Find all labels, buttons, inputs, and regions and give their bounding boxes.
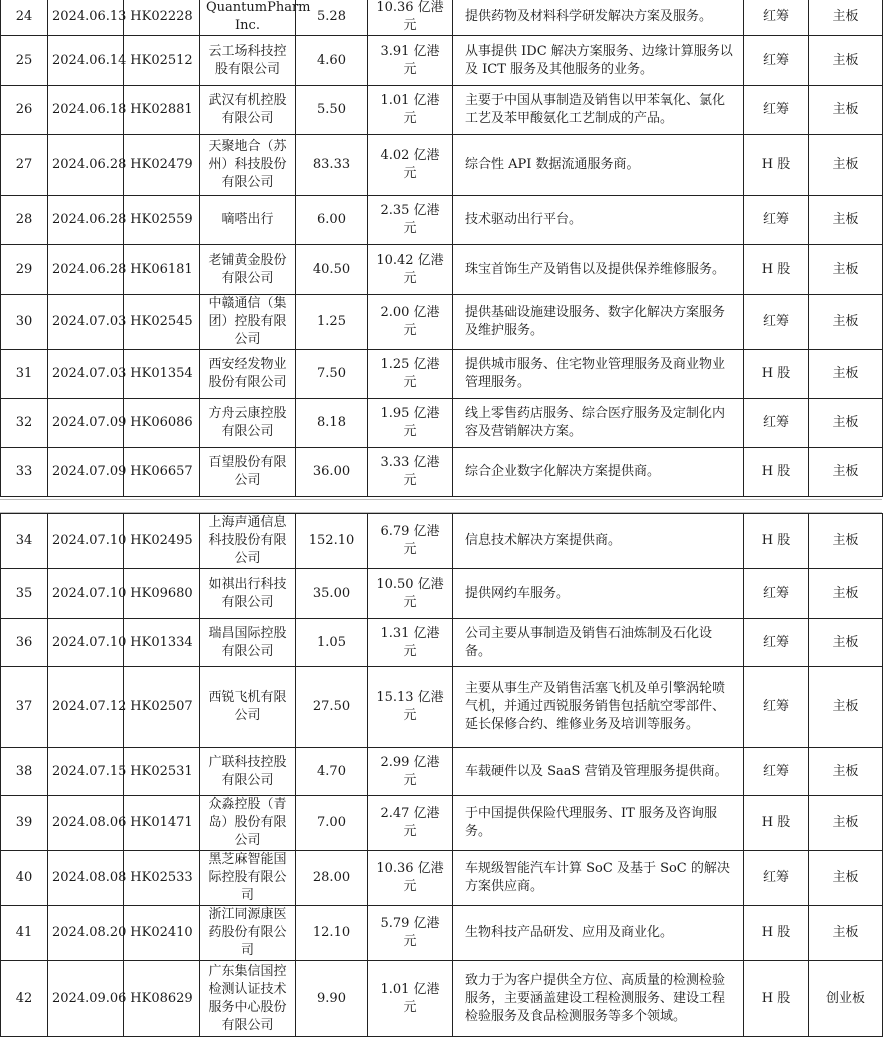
row-number-cell: 29 xyxy=(1,245,48,295)
board-cell: 主板 xyxy=(809,748,883,796)
stock-code-cell: HK02881 xyxy=(124,86,200,135)
listing-date-cell: 2024.09.06 xyxy=(48,961,124,1037)
fundraising-cell: 1.31 亿港元 xyxy=(368,619,453,667)
stock-code-cell: HK02507 xyxy=(124,667,200,748)
stock-code-cell: HK01354 xyxy=(124,350,200,399)
table-row xyxy=(1,135,883,196)
listing-date-cell: 2024.07.15 xyxy=(48,748,124,796)
share-type-cell: H 股 xyxy=(744,350,809,399)
page-break xyxy=(0,499,882,513)
stock-code-cell: HK02410 xyxy=(124,906,200,961)
offer-price-cell: 4.70 xyxy=(296,748,368,796)
share-type-cell: 红筹 xyxy=(744,851,809,906)
stock-code-cell: HK06657 xyxy=(124,448,200,497)
offer-price-cell: 6.00 xyxy=(296,196,368,245)
business-description-cell: 于中国提供保险代理服务、IT 服务及咨询服务。 xyxy=(453,796,744,851)
business-description-cell: 从事提供 IDC 解决方案服务、边缘计算服务以及 ICT 服务及其他服务的业务。 xyxy=(453,36,744,86)
offer-price-cell: 36.00 xyxy=(296,448,368,497)
stock-code-cell: HK01471 xyxy=(124,796,200,851)
business-description-cell: 主要从事生产及销售活塞飞机及单引擎涡轮喷气机，并通过西锐服务销售包括航空零部件、延长保修合约、维修业务及培训等服务。 xyxy=(453,667,744,748)
share-type-cell: 红筹 xyxy=(744,569,809,619)
listing-date-cell: 2024.06.28 xyxy=(48,196,124,245)
company-name-cell: QuantumPharm Inc. xyxy=(200,0,296,36)
offer-price-cell: 12.10 xyxy=(296,906,368,961)
board-cell: 主板 xyxy=(809,569,883,619)
listing-date-cell: 2024.08.08 xyxy=(48,851,124,906)
share-type-cell: H 股 xyxy=(744,796,809,851)
fundraising-cell: 1.01 亿港元 xyxy=(368,86,453,135)
offer-price-cell: 152.10 xyxy=(296,514,368,569)
share-type-cell: 红筹 xyxy=(744,295,809,350)
offer-price-cell: 5.50 xyxy=(296,86,368,135)
offer-price-cell: 7.50 xyxy=(296,350,368,399)
listing-date-cell: 2024.07.03 xyxy=(48,350,124,399)
board-cell: 主板 xyxy=(809,448,883,497)
listing-date-cell: 2024.06.28 xyxy=(48,135,124,196)
row-number-cell: 24 xyxy=(1,0,48,36)
table-row xyxy=(1,961,883,1037)
board-cell: 主板 xyxy=(809,86,883,135)
company-name-cell: 嘀嗒出行 xyxy=(200,196,296,245)
company-name-cell: 上海声通信息科技股份有限公司 xyxy=(200,514,296,569)
company-name-cell: 云工场科技控股有限公司 xyxy=(200,36,296,86)
table-row xyxy=(1,619,883,667)
table-row xyxy=(1,399,883,448)
row-number-cell: 38 xyxy=(1,748,48,796)
board-cell: 创业板 xyxy=(809,961,883,1037)
business-description-cell: 致力于为客户提供全方位、高质量的检测检验服务，主要涵盖建设工程检测服务、建设工程检验服务及食品检测服务等多个领域。 xyxy=(453,961,744,1037)
stock-code-cell: HK02545 xyxy=(124,295,200,350)
table-row xyxy=(1,748,883,796)
table-row xyxy=(1,569,883,619)
fundraising-cell: 2.99 亿港元 xyxy=(368,748,453,796)
board-cell: 主板 xyxy=(809,851,883,906)
row-number-cell: 32 xyxy=(1,399,48,448)
table-row xyxy=(1,86,883,135)
business-description-cell: 技术驱动出行平台。 xyxy=(453,196,744,245)
company-name-cell: 广联科技控股有限公司 xyxy=(200,748,296,796)
table-row xyxy=(1,350,883,399)
row-number-cell: 28 xyxy=(1,196,48,245)
stock-code-cell: HK02479 xyxy=(124,135,200,196)
company-name-cell: 方舟云康控股有限公司 xyxy=(200,399,296,448)
board-cell: 主板 xyxy=(809,135,883,196)
business-description-cell: 线上零售药店服务、综合医疗服务及定制化内容及营销解决方案。 xyxy=(453,399,744,448)
company-name-cell: 瑞昌国际控股有限公司 xyxy=(200,619,296,667)
fundraising-cell: 1.95 亿港元 xyxy=(368,399,453,448)
share-type-cell: H 股 xyxy=(744,514,809,569)
offer-price-cell: 28.00 xyxy=(296,851,368,906)
table-row xyxy=(1,906,883,961)
company-name-cell: 百望股份有限公司 xyxy=(200,448,296,497)
row-number-cell: 26 xyxy=(1,86,48,135)
stock-code-cell: HK02512 xyxy=(124,36,200,86)
fundraising-cell: 3.91 亿港元 xyxy=(368,36,453,86)
row-number-cell: 41 xyxy=(1,906,48,961)
share-type-cell: 红筹 xyxy=(744,0,809,36)
offer-price-cell: 7.00 xyxy=(296,796,368,851)
board-cell: 主板 xyxy=(809,196,883,245)
row-number-cell: 34 xyxy=(1,514,48,569)
offer-price-cell: 40.50 xyxy=(296,245,368,295)
company-name-cell: 西安经发物业股份有限公司 xyxy=(200,350,296,399)
row-number-cell: 39 xyxy=(1,796,48,851)
board-cell: 主板 xyxy=(809,667,883,748)
row-number-cell: 37 xyxy=(1,667,48,748)
share-type-cell: 红筹 xyxy=(744,36,809,86)
table-row xyxy=(1,667,883,748)
listing-date-cell: 2024.06.13 xyxy=(48,0,124,36)
share-type-cell: 红筹 xyxy=(744,619,809,667)
fundraising-cell: 3.33 亿港元 xyxy=(368,448,453,497)
fundraising-cell: 6.79 亿港元 xyxy=(368,514,453,569)
board-cell: 主板 xyxy=(809,619,883,667)
listing-date-cell: 2024.06.14 xyxy=(48,36,124,86)
row-number-cell: 30 xyxy=(1,295,48,350)
business-description-cell: 珠宝首饰生产及销售以及提供保养维修服务。 xyxy=(453,245,744,295)
board-cell: 主板 xyxy=(809,906,883,961)
share-type-cell: 红筹 xyxy=(744,196,809,245)
fundraising-cell: 2.35 亿港元 xyxy=(368,196,453,245)
fundraising-cell: 10.36 亿港元 xyxy=(368,851,453,906)
listing-date-cell: 2024.07.12 xyxy=(48,667,124,748)
table-row xyxy=(1,295,883,350)
company-name-cell: 如祺出行科技有限公司 xyxy=(200,569,296,619)
row-number-cell: 27 xyxy=(1,135,48,196)
business-description-cell: 综合性 API 数据流通服务商。 xyxy=(453,135,744,196)
stock-code-cell: HK02531 xyxy=(124,748,200,796)
fundraising-cell: 4.02 亿港元 xyxy=(368,135,453,196)
board-cell: 主板 xyxy=(809,399,883,448)
offer-price-cell: 4.60 xyxy=(296,36,368,86)
fundraising-cell: 1.01 亿港元 xyxy=(368,961,453,1037)
business-description-cell: 信息技术解决方案提供商。 xyxy=(453,514,744,569)
fundraising-cell: 2.00 亿港元 xyxy=(368,295,453,350)
company-name-cell: 众淼控股（青岛）股份有限公司 xyxy=(200,796,296,851)
board-cell: 主板 xyxy=(809,514,883,569)
company-name-cell: 中赣通信（集团）控股有限公司 xyxy=(200,295,296,350)
business-description-cell: 提供城市服务、住宅物业管理服务及商业物业管理服务。 xyxy=(453,350,744,399)
offer-price-cell: 35.00 xyxy=(296,569,368,619)
fundraising-cell: 10.36 亿港元 xyxy=(368,0,453,36)
table-row xyxy=(1,514,883,569)
company-name-cell: 广东集信国控检测认证技术服务中心股份有限公司 xyxy=(200,961,296,1037)
listing-date-cell: 2024.07.09 xyxy=(48,448,124,497)
stock-code-cell: HK02228 xyxy=(124,0,200,36)
share-type-cell: H 股 xyxy=(744,448,809,497)
share-type-cell: H 股 xyxy=(744,135,809,196)
stock-code-cell: HK02533 xyxy=(124,851,200,906)
share-type-cell: 红筹 xyxy=(744,86,809,135)
offer-price-cell: 5.28 xyxy=(296,0,368,36)
company-name-cell: 西锐飞机有限公司 xyxy=(200,667,296,748)
row-number-cell: 31 xyxy=(1,350,48,399)
board-cell: 主板 xyxy=(809,796,883,851)
fundraising-cell: 10.42 亿港元 xyxy=(368,245,453,295)
table-row xyxy=(1,36,883,86)
offer-price-cell: 9.90 xyxy=(296,961,368,1037)
row-number-cell: 33 xyxy=(1,448,48,497)
share-type-cell: 红筹 xyxy=(744,399,809,448)
listing-date-cell: 2024.06.18 xyxy=(48,86,124,135)
offer-price-cell: 27.50 xyxy=(296,667,368,748)
table-row xyxy=(1,851,883,906)
table-row xyxy=(1,0,883,36)
row-number-cell: 42 xyxy=(1,961,48,1037)
business-description-cell: 提供基础设施建设服务、数字化解决方案服务及维护服务。 xyxy=(453,295,744,350)
table-row xyxy=(1,796,883,851)
company-name-cell: 老铺黄金股份有限公司 xyxy=(200,245,296,295)
fundraising-cell: 5.79 亿港元 xyxy=(368,906,453,961)
business-description-cell: 主要于中国从事制造及销售以甲苯氧化、氯化工艺及苯甲酸氨化工艺制成的产品。 xyxy=(453,86,744,135)
stock-code-cell: HK06086 xyxy=(124,399,200,448)
stock-code-cell: HK01334 xyxy=(124,619,200,667)
share-type-cell: H 股 xyxy=(744,245,809,295)
company-name-cell: 武汉有机控股有限公司 xyxy=(200,86,296,135)
fundraising-cell: 10.50 亿港元 xyxy=(368,569,453,619)
listing-date-cell: 2024.08.20 xyxy=(48,906,124,961)
business-description-cell: 提供网约车服务。 xyxy=(453,569,744,619)
company-name-cell: 天聚地合（苏州）科技股份有限公司 xyxy=(200,135,296,196)
row-number-cell: 36 xyxy=(1,619,48,667)
fundraising-cell: 1.25 亿港元 xyxy=(368,350,453,399)
stock-code-cell: HK02495 xyxy=(124,514,200,569)
offer-price-cell: 83.33 xyxy=(296,135,368,196)
share-type-cell: H 股 xyxy=(744,961,809,1037)
listing-date-cell: 2024.07.03 xyxy=(48,295,124,350)
listing-date-cell: 2024.07.10 xyxy=(48,569,124,619)
row-number-cell: 40 xyxy=(1,851,48,906)
fundraising-cell: 2.47 亿港元 xyxy=(368,796,453,851)
table-row xyxy=(1,245,883,295)
business-description-cell: 车载硬件以及 SaaS 营销及管理服务提供商。 xyxy=(453,748,744,796)
table-row xyxy=(1,448,883,497)
ipo-table-part1 xyxy=(0,0,883,497)
company-name-cell: 黑芝麻智能国际控股有限公司 xyxy=(200,851,296,906)
table-row xyxy=(1,196,883,245)
business-description-cell: 公司主要从事制造及销售石油炼制及石化设备。 xyxy=(453,619,744,667)
business-description-cell: 综合企业数字化解决方案提供商。 xyxy=(453,448,744,497)
board-cell: 主板 xyxy=(809,245,883,295)
row-number-cell: 35 xyxy=(1,569,48,619)
offer-price-cell: 1.25 xyxy=(296,295,368,350)
share-type-cell: 红筹 xyxy=(744,748,809,796)
stock-code-cell: HK08629 xyxy=(124,961,200,1037)
share-type-cell: H 股 xyxy=(744,906,809,961)
stock-code-cell: HK06181 xyxy=(124,245,200,295)
listing-date-cell: 2024.07.09 xyxy=(48,399,124,448)
board-cell: 主板 xyxy=(809,295,883,350)
board-cell: 主板 xyxy=(809,0,883,36)
share-type-cell: 红筹 xyxy=(744,667,809,748)
business-description-cell: 提供药物及材料科学研发解决方案及服务。 xyxy=(453,0,744,36)
listing-date-cell: 2024.06.28 xyxy=(48,245,124,295)
ipo-table-part2 xyxy=(0,513,883,1037)
listing-date-cell: 2024.08.06 xyxy=(48,796,124,851)
offer-price-cell: 1.05 xyxy=(296,619,368,667)
business-description-cell: 车规级智能汽车计算 SoC 及基于 SoC 的解决方案供应商。 xyxy=(453,851,744,906)
stock-code-cell: HK02559 xyxy=(124,196,200,245)
company-name-cell: 浙江同源康医药股份有限公司 xyxy=(200,906,296,961)
listing-date-cell: 2024.07.10 xyxy=(48,514,124,569)
business-description-cell: 生物科技产品研发、应用及商业化。 xyxy=(453,906,744,961)
row-number-cell: 25 xyxy=(1,36,48,86)
listing-date-cell: 2024.07.10 xyxy=(48,619,124,667)
stock-code-cell: HK09680 xyxy=(124,569,200,619)
fundraising-cell: 15.13 亿港元 xyxy=(368,667,453,748)
board-cell: 主板 xyxy=(809,36,883,86)
offer-price-cell: 8.18 xyxy=(296,399,368,448)
board-cell: 主板 xyxy=(809,350,883,399)
